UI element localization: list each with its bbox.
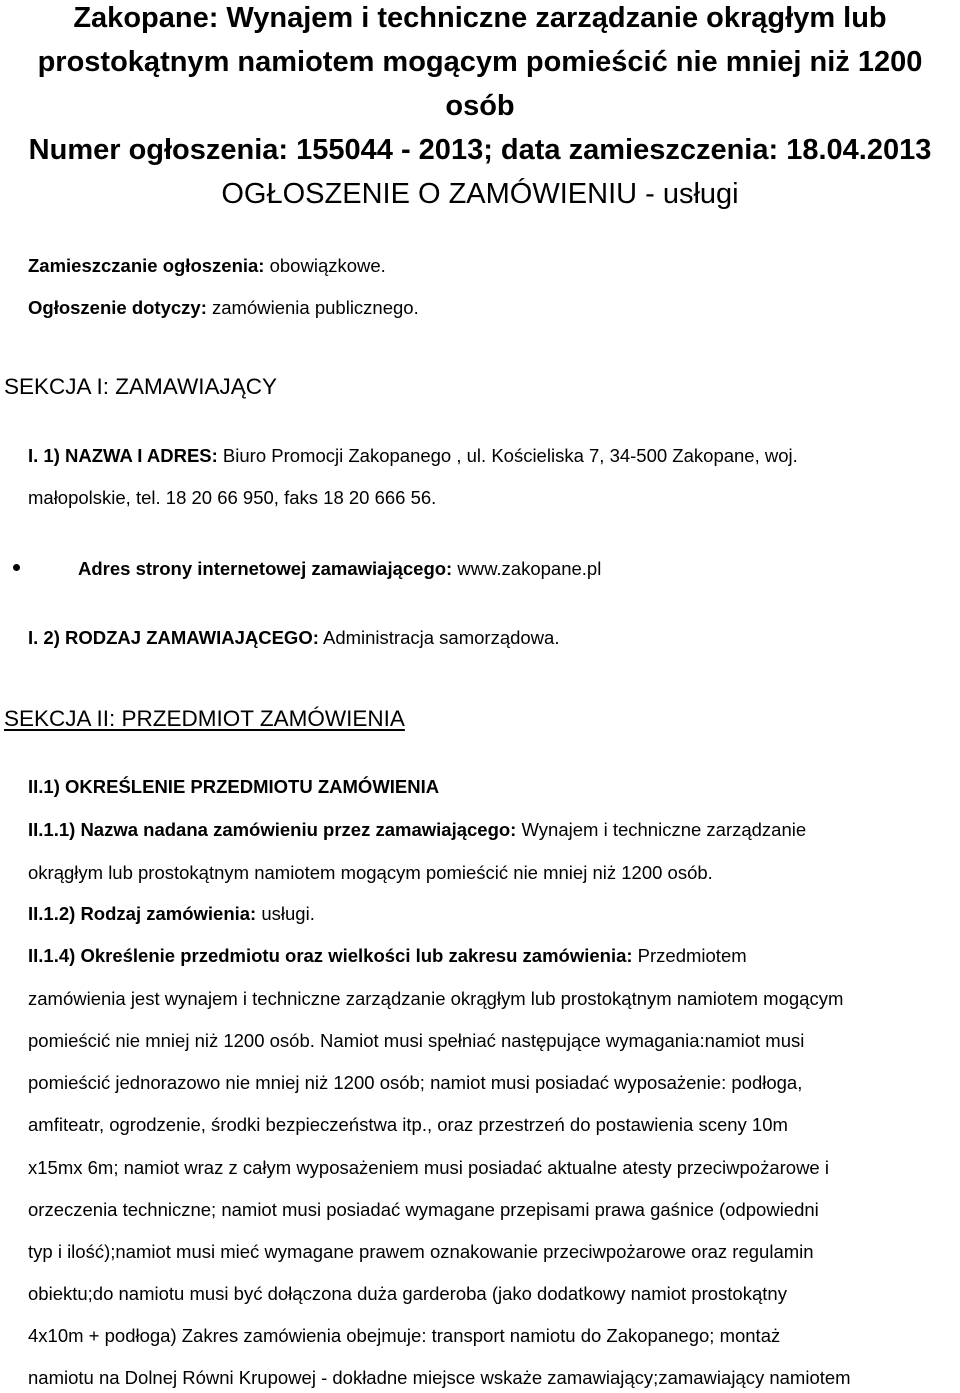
website-label: Adres strony internetowej zamawiającego:	[78, 558, 453, 579]
address-line-2: małopolskie, tel. 18 20 66 950, faks 18 20 666 56.	[28, 487, 437, 508]
concerns-line	[28, 296, 419, 320]
concerns-value: zamówienia publicznego.	[206, 297, 419, 318]
scope-value-first: Przedmiotem	[632, 945, 747, 966]
order-name-label: II.1.1) Nazwa nadana zamówieniu przez zamawiającego:	[28, 819, 517, 840]
document-title	[0, 0, 960, 216]
order-name-line-1	[28, 818, 806, 842]
contracting-type-line	[28, 626, 559, 650]
section-1-heading: SEKCJA I: ZAMAWIAJĄCY	[4, 374, 277, 399]
address-line-1	[28, 444, 798, 468]
order-name-value-1: Wynajem i techniczne zarządzanie	[516, 819, 807, 840]
title-line-3: osób	[445, 90, 515, 122]
scope-label: II.1.4) Określenie przedmiotu oraz wielkości lub zakresu zamówienia:	[28, 945, 633, 966]
scope-line-5: x15mx 6m; namiot wraz z całym wyposażeniem musi posiadać aktualne atesty przeciwpożarowe i	[28, 1157, 829, 1178]
scope-line-7: typ i ilość);namiot musi mieć wymagane prawem oznakowanie przeciwpożarowe oraz regulamin	[28, 1241, 814, 1262]
scope-line-0	[28, 944, 747, 968]
order-kind-label: II.1.2) Rodzaj zamówienia:	[28, 903, 257, 924]
scope-line-4: amfiteatr, ogrodzenie, środki bezpieczeństwa itp., oraz przestrzeń do postawienia sceny 10m	[28, 1114, 788, 1135]
concerns-label: Ogłoszenie dotyczy:	[28, 297, 207, 318]
title-line-2: prostokątnym namiotem mogącym pomieścić nie mniej niż 1200	[37, 46, 923, 78]
publication-mode-value: obowiązkowe.	[264, 255, 386, 276]
publication-mode-label: Zamieszczanie ogłoszenia:	[28, 255, 265, 276]
order-name-line-2: okrągłym lub prostokątnym namiotem mogącym pomieścić nie mniej niż 1200 osób.	[28, 862, 713, 883]
scope-line-10: namiotu na Dolnej Równi Krupowej - dokładne miejsce wskaże zamawiający;zamawiający namiotem	[28, 1367, 851, 1388]
announcement-number: Numer ogłoszenia: 155044 - 2013; data zamieszczenia: 18.04.2013	[28, 134, 932, 166]
scope-line-6: orzeczenia techniczne; namiot musi posiadać wymagane przepisami prawa gaśnice (odpowiedni	[28, 1199, 819, 1220]
contracting-type-label: I. 2) RODZAJ ZAMAWIAJĄCEGO:	[28, 627, 319, 648]
subject-subheading: II.1) OKREŚLENIE PRZEDMIOTU ZAMÓWIENIA	[28, 776, 440, 797]
order-kind-line	[28, 902, 315, 926]
contracting-type-value: Administracja samorządowa.	[318, 627, 560, 648]
bullet-icon	[13, 564, 20, 571]
address-label: I. 1) NAZWA I ADRES:	[28, 445, 218, 466]
address-value-1: Biuro Promocji Zakopanego , ul. Kościeliska 7, 34-500 Zakopane, woj.	[217, 445, 798, 466]
scope-line-1: zamówienia jest wynajem i techniczne zarządzanie okrągłym lub prostokątnym namiotem mogącym	[28, 988, 844, 1009]
website-line	[78, 557, 601, 581]
section-2-heading: SEKCJA II: PRZEDMIOT ZAMÓWIENIA	[4, 706, 405, 731]
publication-mode-line	[28, 254, 386, 278]
announcement-type: OGŁOSZENIE O ZAMÓWIENIU - usługi	[221, 178, 739, 210]
scope-line-2: pomieścić nie mniej niż 1200 osób. Namiot musi spełniać następujące wymagania:namiot musi	[28, 1030, 805, 1051]
website-value: www.zakopane.pl	[452, 558, 602, 579]
scope-line-3: pomieścić jednorazowo nie mniej niż 1200 osób; namiot musi posiadać wyposażenie: podłoga,	[28, 1072, 803, 1093]
scope-line-9: 4x10m + podłoga) Zakres zamówienia obejmuje: transport namiotu do Zakopanego; montaż	[28, 1325, 781, 1346]
order-kind-value: usługi.	[256, 903, 315, 924]
scope-line-8: obiektu;do namiotu musi być dołączona duża garderoba (jako dodatkowy namiot prostokątny	[28, 1283, 787, 1304]
title-line-1: Zakopane: Wynajem i techniczne zarządzanie okrągłym lub	[73, 2, 887, 34]
